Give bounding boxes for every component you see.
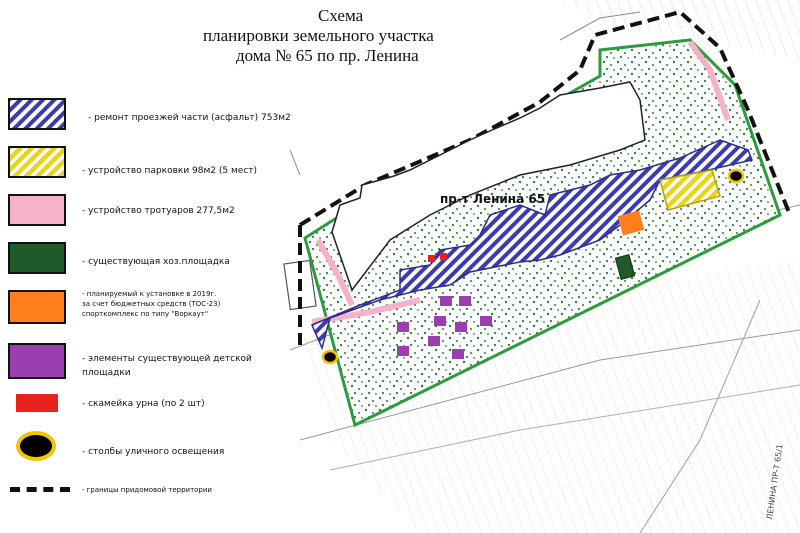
legend-label-parking: - устройство парковки 98м2 (5 мест) xyxy=(82,166,258,176)
legend-label-utility: - существующая хоз.площадка xyxy=(82,257,230,267)
street-light xyxy=(323,351,337,363)
title-line-1: Схема xyxy=(318,6,364,25)
legend-swatch-boundary xyxy=(10,487,70,492)
legend-swatch-sport xyxy=(8,290,66,324)
legend-label-boundary: - границы придомовой территории xyxy=(82,486,212,494)
legend-swatch-light-icon xyxy=(16,431,56,461)
legend-label-playground-2: площадки xyxy=(82,368,131,378)
legend-label-asphalt: - ремонт проезжей части (асфальт) 753м2 xyxy=(88,113,291,123)
legend-label-bench: - скамейка урна (по 2 шт) xyxy=(82,399,205,409)
legend-label-sport-3: спорткомплекс по типу "Воркаут" xyxy=(82,310,209,318)
title-line-3: дома № 65 по пр. Ленина xyxy=(236,46,419,65)
bench-urn xyxy=(428,255,435,262)
legend-swatch-utility xyxy=(8,242,66,274)
legend-swatch-parking xyxy=(8,146,66,178)
bench-urn xyxy=(440,253,447,260)
legend-swatch-bench xyxy=(16,394,58,412)
legend-swatch-sidewalk xyxy=(8,194,66,226)
legend-label-sidewalk: - устройство тротуаров 277,5м2 xyxy=(82,206,235,216)
title-line-2: планировки земельного участка xyxy=(203,26,434,45)
legend-label-lights: - столбы уличного освещения xyxy=(82,447,225,457)
legend-label-playground-1: - элементы существующей детской xyxy=(82,354,252,364)
legend-swatch-playground xyxy=(8,343,66,379)
street-label: ЛЕНИНА ПР-Т 65/1 xyxy=(765,443,785,521)
legend-label-sport-1: - планируемый к установке в 2019г. xyxy=(82,290,217,298)
legend-swatch-asphalt xyxy=(8,98,66,130)
building-label: пр-т Ленина 65 xyxy=(440,192,546,206)
legend-label-sport-2: за счет бюджетных средств (ТОС-23) xyxy=(82,300,221,308)
street-light xyxy=(729,170,743,182)
